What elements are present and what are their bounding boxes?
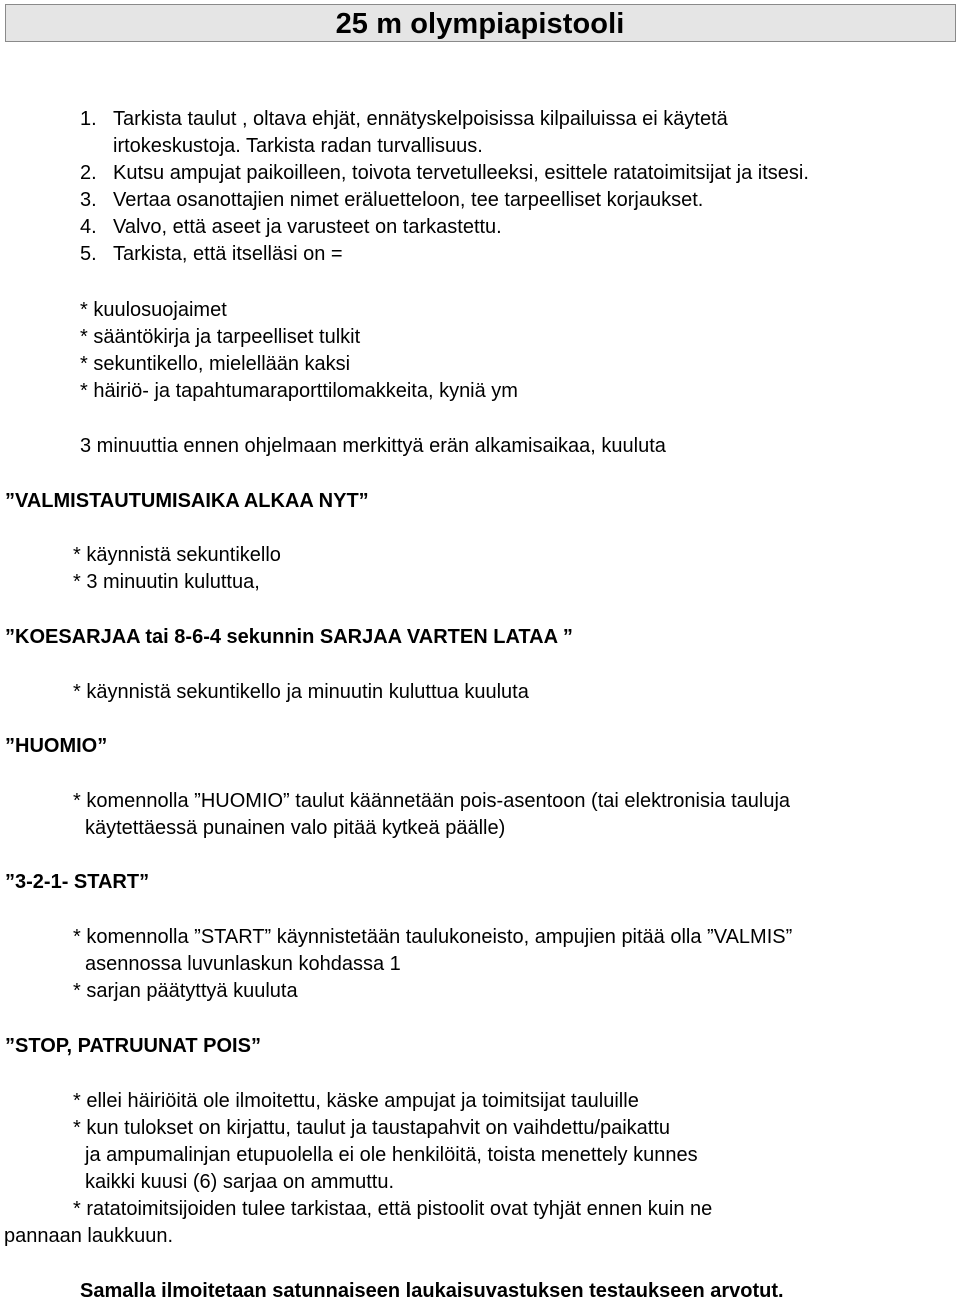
list-item-1-line-2: irtokeskustoja. Tarkista radan turvallisuus.: [113, 135, 483, 157]
stop-note: pannaan laukkuun.: [4, 1225, 174, 1247]
list-item-5: Tarkista, että itselläsi on =: [113, 243, 343, 265]
equipment-item: * kuulosuojaimet: [80, 299, 227, 321]
equipment-item: * sääntökirja ja tarpeelliset tulkit: [80, 326, 361, 348]
equipment-item: * sekuntikello, mielellään kaksi: [80, 353, 351, 375]
prep-note: * käynnistä sekuntikello: [73, 544, 281, 566]
start-note: * sarjan päätyttyä kuuluta: [73, 980, 298, 1002]
command-start: ”3-2-1- START”: [5, 871, 150, 893]
list-number-5: 5.: [80, 243, 97, 265]
command-prep: ”VALMISTAUTUMISAIKA ALKAA NYT”: [5, 490, 369, 512]
list-number-4: 4.: [80, 216, 97, 238]
attention-note: * komennolla ”HUOMIO” taulut käännetään pois-asentoon (tai elektronisia tauluja: [73, 790, 791, 812]
list-number-3: 3.: [80, 189, 97, 211]
stop-note: * ratatoimitsijoiden tulee tarkistaa, että pistoolit ovat tyhjät ennen kuin ne: [73, 1198, 713, 1220]
stop-note: ja ampumalinjan etupuolella ei ole henkilöitä, toista menettely kunnes: [85, 1144, 698, 1166]
intro-line: 3 minuuttia ennen ohjelmaan merkittyä erän alkamisaikaa, kuuluta: [80, 435, 666, 457]
equipment-item: * häiriö- ja tapahtumaraporttilomakkeita, kyniä ym: [80, 380, 518, 402]
list-item-1-line-1: Tarkista taulut , oltava ehjät, ennätyskelpoisissa kilpailuissa ei käytetä: [113, 108, 728, 130]
command-stop: ”STOP, PATRUUNAT POIS”: [5, 1035, 261, 1057]
stop-note: * kun tulokset on kirjattu, taulut ja taustapahvit on vaihdettu/paikattu: [73, 1117, 671, 1139]
page-title: 25 m olympiapistooli: [335, 8, 625, 40]
list-number-1: 1.: [80, 108, 97, 130]
prep-note: * 3 minuutin kuluttua,: [73, 571, 260, 593]
start-note: asennossa luvunlaskun kohdassa 1: [85, 953, 401, 975]
list-number-2: 2.: [80, 162, 97, 184]
attention-note: käytettäessä punainen valo pitää kytkeä päälle): [85, 817, 506, 839]
list-item-2: Kutsu ampujat paikoilleen, toivota tervetulleeksi, esittele ratatoimitsijat ja itsesi.: [113, 162, 809, 184]
stop-note: kaikki kuusi (6) sarjaa on ammuttu.: [85, 1171, 395, 1193]
list-item-3: Vertaa osanottajien nimet eräluetteloon, tee tarpeelliset korjaukset.: [113, 189, 704, 211]
list-item-4: Valvo, että aseet ja varusteet on tarkastettu.: [113, 216, 502, 238]
stop-note: * ellei häiriöitä ole ilmoitettu, käske ampujat ja toimitsijat tauluille: [73, 1090, 639, 1112]
command-attention: ”HUOMIO”: [5, 735, 108, 757]
start-note: * komennolla ”START” käynnistetään taulukoneisto, ampujien pitää olla ”VALMIS”: [73, 926, 793, 948]
command-load: ”KOESARJAA tai 8-6-4 sekunnin SARJAA VARTEN LATAA ”: [5, 626, 573, 648]
load-note: * käynnistä sekuntikello ja minuutin kuluttua kuuluta: [73, 681, 529, 703]
footer-note: Samalla ilmoitetaan satunnaiseen laukaisuvastuksen testaukseen arvotut.: [80, 1280, 784, 1302]
